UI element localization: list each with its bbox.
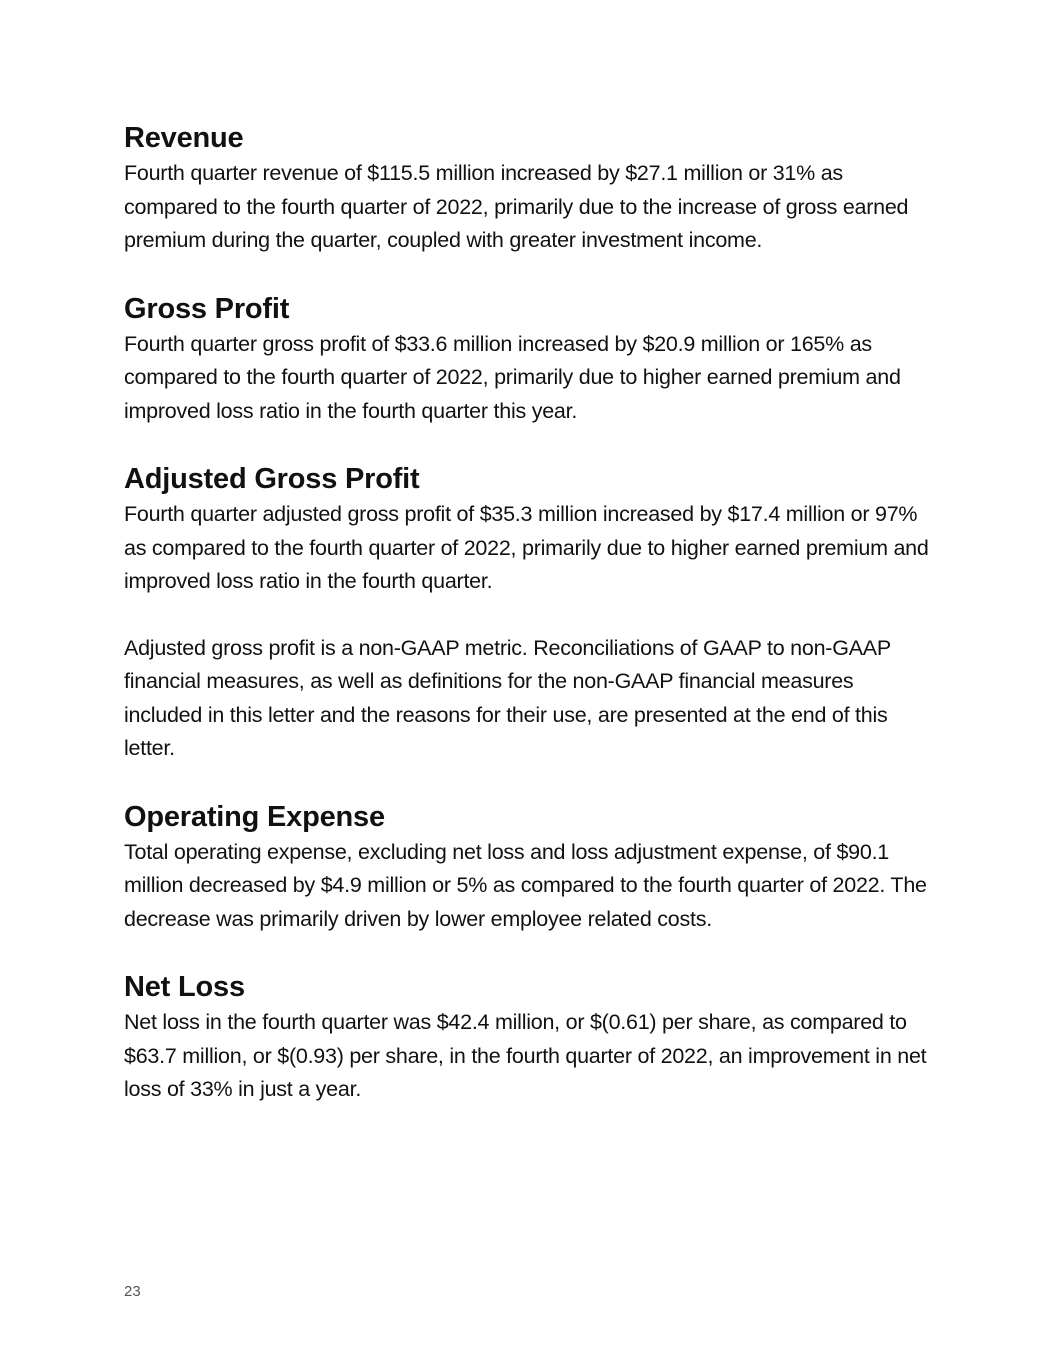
page-number: 23 — [124, 1283, 141, 1300]
section-paragraph: Fourth quarter gross profit of $33.6 million increased by $20.9 million or 165% as compared to the fourth quarter of 2022, primarily due to higher earned premium and improved loss ratio in the fourth quarter this year. — [124, 331, 901, 423]
section-heading: Operating Expense — [124, 800, 385, 833]
section-revenue — [124, 119, 932, 258]
section-gross-profit — [124, 290, 932, 429]
document-body — [124, 119, 932, 1107]
section-paragraph: Net loss in the fourth quarter was $42.4 million, or $(0.61) per share, as compared to $63.7 million, or $(0.93) per share, in the fourth quarter of 2022, an improvement in net loss of 33% in just a year. — [124, 1010, 927, 1101]
section-heading: Net Loss — [124, 971, 245, 1003]
section-paragraph: Adjusted gross profit is a non-GAAP metric. Reconciliations of GAAP to non-GAAP financial measures, as well as definitions for the non-GAAP financial measures included in this letter and the reasons for their use, are presented at the end of this letter. — [124, 635, 891, 760]
section-heading: Adjusted Gross Profit — [124, 463, 420, 495]
section-operating-expense — [124, 798, 932, 937]
section-paragraph: Fourth quarter adjusted gross profit of $35.3 million increased by $17.4 million or 97% as compared to the fourth quarter of 2022, primarily due to higher earned premium and improved loss ratio in the fourth quarter. — [124, 502, 929, 593]
section-net-loss — [124, 968, 932, 1107]
section-paragraph: Total operating expense, excluding net loss and loss adjustment expense, of $90.1 million decreased by $4.9 million or 5% as compared to the fourth quarter of 2022. The decrease was primarily driven by lower employee related costs. — [124, 839, 927, 931]
section-heading: Gross Profit — [124, 292, 290, 325]
section-paragraph: Fourth quarter revenue of $115.5 million increased by $27.1 million or 31% as compared to the fourth quarter of 2022, primarily due to the increase of gross earned premium during the quarter, coupled with greater investment income. — [124, 161, 909, 252]
section-heading: Revenue — [124, 122, 244, 154]
section-adjusted-gross-profit — [124, 460, 932, 766]
